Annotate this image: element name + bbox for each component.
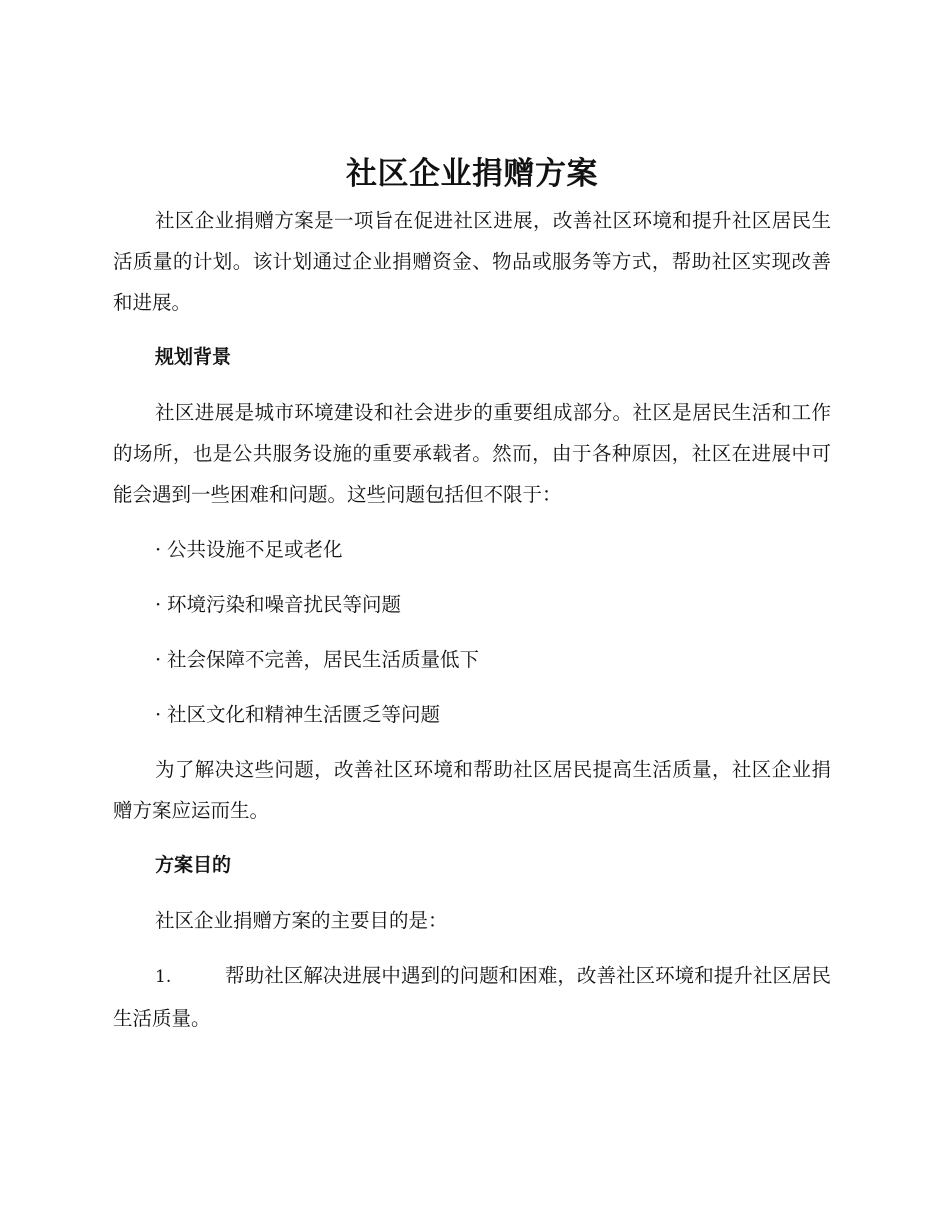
purpose-intro-paragraph: 社区企业捐赠方案的主要目的是： bbox=[155, 909, 448, 932]
bullet-symbol: · bbox=[155, 538, 162, 561]
item-text: 帮助社区解决进展中遇到的问题和困难，改善社区环境和提升社区居民生活质量。 bbox=[113, 964, 831, 1030]
bullet-item bbox=[113, 639, 831, 680]
bullet-item bbox=[113, 584, 831, 625]
bullet-symbol: · bbox=[155, 703, 162, 726]
bullet-item bbox=[113, 694, 831, 735]
background-paragraph: 社区进展是城市环境建设和社会进步的重要组成部分。社区是居民生活和工作的场所，也是公共服务设施的重要承载者。然而，由于各种原因，社区在进展中可能会遇到一些困难和问题。这些问题包括但不限于： bbox=[113, 401, 831, 506]
bullet-text: 社区文化和精神生活匮乏等问题 bbox=[167, 703, 441, 726]
intro-paragraph: 社区企业捐赠方案是一项旨在促进社区进展，改善社区环境和提升社区居民生活质量的计划。该计划通过企业捐赠资金、物品或服务等方式，帮助社区实现改善和进展。 bbox=[113, 209, 831, 314]
document-title: 社区企业捐赠方案 bbox=[346, 156, 598, 192]
background-conclusion-paragraph: 为了解决这些问题，改善社区环境和帮助社区居民提高生活质量，社区企业捐赠方案应运而生。 bbox=[113, 758, 831, 822]
bullet-text: 社会保障不完善，居民生活质量低下 bbox=[167, 648, 480, 671]
section-heading-purpose: 方案目的 bbox=[155, 854, 232, 876]
bullet-item bbox=[113, 529, 831, 570]
bullet-symbol: · bbox=[155, 593, 162, 616]
section-heading-background: 规划背景 bbox=[155, 346, 232, 368]
item-number: 1. bbox=[155, 967, 172, 987]
bullet-symbol: · bbox=[155, 648, 162, 671]
bullet-text: 环境污染和噪音扰民等问题 bbox=[167, 593, 402, 616]
bullet-text: 公共设施不足或老化 bbox=[167, 538, 343, 561]
document-body bbox=[113, 148, 831, 1039]
numbered-item bbox=[113, 955, 831, 1039]
